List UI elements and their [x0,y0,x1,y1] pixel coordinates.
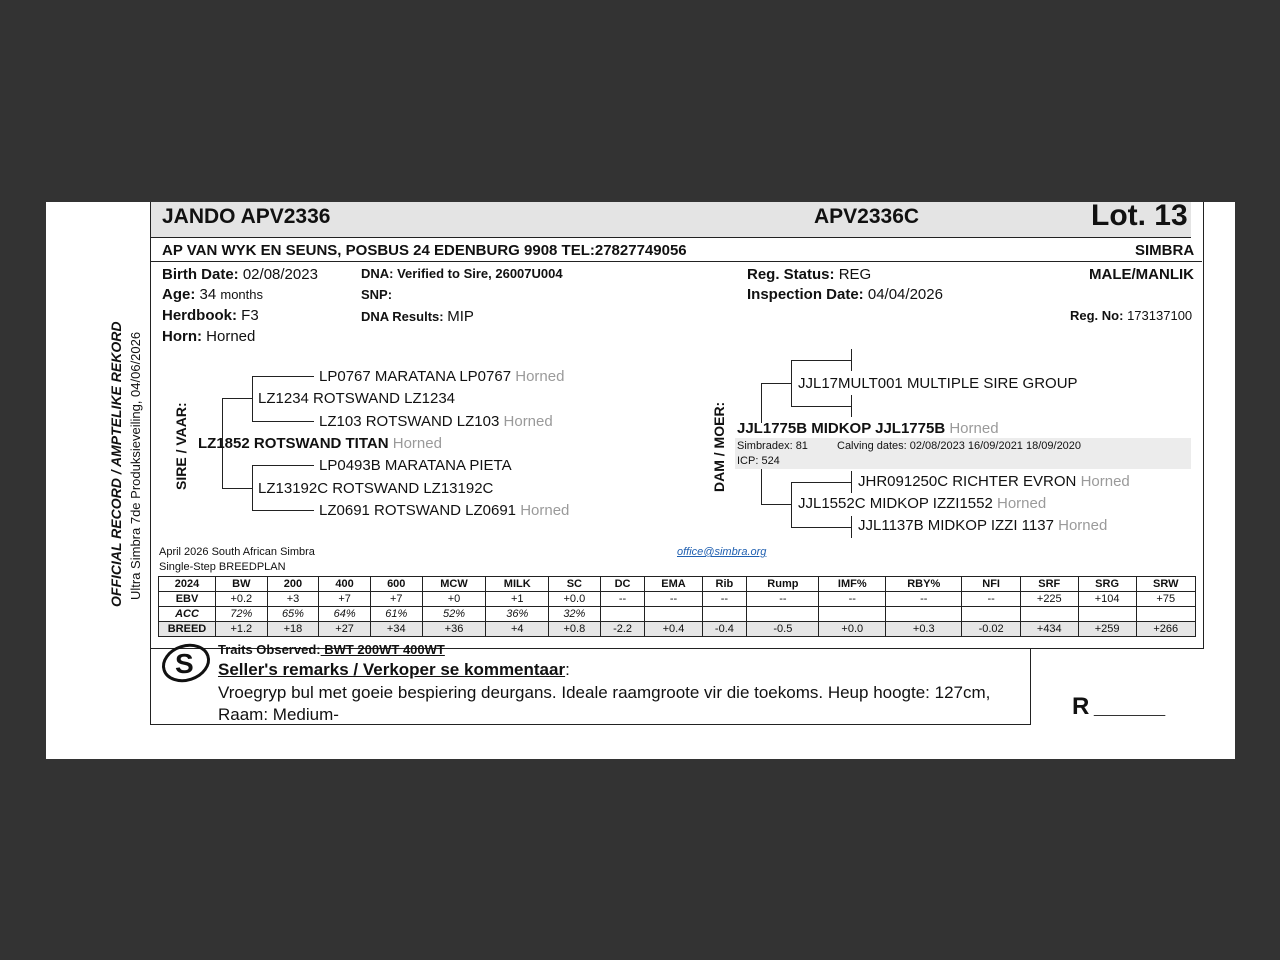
acc-cell [1136,607,1196,622]
price-symbol: R [1072,693,1090,720]
ebv-cell: -- [819,592,886,607]
breed-cell: -0.4 [702,622,747,637]
ebv-cell: +75 [1136,592,1196,607]
horn-status: Horn: Horned [162,328,256,345]
ebv-cell: +0.0 [549,592,601,607]
acc-cell: 52% [422,607,486,622]
ebv-cell: +7 [319,592,371,607]
dam-dam-sire: JHR091250C RICHTER EVRON Horned [858,473,1130,490]
dna-results: DNA Results: MIP [361,308,474,325]
breed-cell: -0.5 [747,622,819,637]
ebv-cell: +7 [370,592,422,607]
ebv-col: Rump [747,577,819,592]
sire-sire: LZ1234 ROTSWAND LZ1234 [258,390,456,407]
animal-name: JANDO APV2336 [162,205,331,228]
ebv-cell: +104 [1078,592,1136,607]
official-record-label: OFFICIAL RECORD / AMPTELIKE REKORD [108,321,124,607]
ebv-col: Rib [702,577,747,592]
dam-dam: JJL1552C MIDKOP IZZI1552 Horned [798,495,1047,512]
acc-cell [645,607,702,622]
reg-number: Reg. No: 173137100 [1070,308,1193,323]
acc-row-label: ACC [159,607,216,622]
sire-label: SIRE / VAAR: [173,402,189,490]
ebv-cell: -- [702,592,747,607]
breeder-info: AP VAN WYK EN SEUNS, POSBUS 24 EDENBURG 9908 TEL:27827749056 [162,242,687,259]
acc-cell [1020,607,1078,622]
ebv-cell: -- [962,592,1020,607]
icp: ICP: 524 [737,455,780,467]
acc-cell [962,607,1020,622]
snp-label: SNP: [361,287,393,302]
breed-row [159,622,1196,637]
calving-dates: Calving dates: 02/08/2023 16/09/2021 18/09/2020 [837,440,1082,452]
breed-cell: -2.2 [600,622,645,637]
breed-cell: +266 [1136,622,1196,637]
ebv-col: EMA [645,577,702,592]
ebv-cell: +1 [486,592,549,607]
ebv-col: NFI [962,577,1020,592]
ebv-cell: +225 [1020,592,1078,607]
breed-cell: +27 [319,622,371,637]
ebv-col: DC [600,577,645,592]
ebv-cell: -- [645,592,702,607]
dam-dam-dam: JJL1137B MIDKOP IZZI 1137 Horned [858,517,1108,534]
acc-cell [886,607,962,622]
email-link[interactable]: office@simbra.org [677,546,767,558]
acc-cell: 36% [486,607,549,622]
sire-dam: LZ13192C ROTSWAND LZ13192C [258,480,494,497]
acc-cell [702,607,747,622]
traits-observed: Traits Observed: BWT 200WT 400WT [218,642,445,657]
ebv-cell: +0.2 [216,592,268,607]
acc-cell: 72% [216,607,268,622]
breed-label: SIMBRA [1135,242,1195,259]
ebv-row-label: EBV [159,592,216,607]
ebv-col: RBY% [886,577,962,592]
acc-cell [1078,607,1136,622]
breed-cell: +1.2 [216,622,268,637]
ebv-col: SRG [1078,577,1136,592]
price-blank[interactable]: ________ [1094,700,1166,717]
reg-status: Reg. Status: REG [747,266,872,283]
acc-cell [747,607,819,622]
ebv-header-row [159,577,1196,592]
breed-cell: +4 [486,622,549,637]
sire-sire-sire: LP0767 MARATANA LP0767 Horned [319,368,565,385]
sire-dam-dam: LZ0691 ROTSWAND LZ0691 Horned [319,502,570,519]
acc-cell [600,607,645,622]
breed-cell: +18 [267,622,319,637]
breed-cell: -0.02 [962,622,1020,637]
breed-cell: +0.4 [645,622,702,637]
breed-cell: +259 [1078,622,1136,637]
ebv-col: SRF [1020,577,1078,592]
sex-label: MALE/MANLIK [1089,266,1194,283]
breed-row-label: BREED [159,622,216,637]
ebv-col: SC [549,577,601,592]
remarks-title: Seller's remarks / Verkoper se kommentaar: [218,660,570,679]
ebv-cell: -- [886,592,962,607]
acc-cell: 32% [549,607,601,622]
ebv-cell: -- [600,592,645,607]
sale-label: Ultra Simbra 7de Produksieveiling, 04/06/2026 [128,331,143,600]
acc-cell: 65% [267,607,319,622]
simbradex: Simbradex: 81 [737,440,808,452]
breed-cell: +0.8 [549,622,601,637]
acc-row [159,607,1196,622]
ebv-col: 200 [267,577,319,592]
breed-cell: +34 [370,622,422,637]
sire-sire-dam: LZ103 ROTSWAND LZ103 Horned [319,413,553,430]
age: Age: 34 months [162,286,264,303]
dam: JJL1775B MIDKOP JJL1775B Horned [737,420,999,437]
dna-verification: DNA: Verified to Sire, 26007U004 [361,266,563,281]
breed-cell: +434 [1020,622,1078,637]
simbra-s-logo-icon [160,642,212,684]
ebv-col: SRW [1136,577,1196,592]
ebv-row [159,592,1196,607]
dam-label: DAM / MOER: [711,401,727,492]
ebv-col: 400 [319,577,371,592]
acc-cell: 61% [370,607,422,622]
ebv-year: 2024 [159,577,216,592]
ebv-method: Single-Step BREEDPLAN [159,561,286,573]
remarks-line-2: Raam: Medium- [218,705,339,724]
inspection-date: Inspection Date: 04/04/2026 [747,286,943,303]
ebv-col: MCW [422,577,486,592]
breed-cell: +36 [422,622,486,637]
ebv-col: 600 [370,577,422,592]
sire-dam-sire: LP0493B MARATANA PIETA [319,457,512,474]
ebv-cell: -- [747,592,819,607]
breed-cell: +0.0 [819,622,886,637]
ebv-col: BW [216,577,268,592]
sire: LZ1852 ROTSWAND TITAN Horned [198,435,442,452]
breed-cell: +0.3 [886,622,962,637]
remarks-line-1: Vroegryp bul met goeie bespiering deurgans. Ideale raamgroote vir die toekoms. Heup hoogte: 127cm, [218,683,991,702]
lot-number: Lot. 13 [1091,199,1188,232]
acc-cell: 64% [319,607,371,622]
catalogue-card [46,199,1235,759]
ebv-col: MILK [486,577,549,592]
herdbook: Herdbook: F3 [162,307,259,324]
ebv-col: IMF% [819,577,886,592]
animal-id: APV2336C [814,205,920,228]
ebv-cell: +0 [422,592,486,607]
birth-date: Birth Date: 02/08/2023 [162,266,318,283]
ebv-cell: +3 [267,592,319,607]
dam-sire: JJL17MULT001 MULTIPLE SIRE GROUP [798,375,1078,392]
ebv-table [158,576,1196,637]
logo-letter: S [175,648,194,679]
acc-cell [819,607,886,622]
ebv-source: April 2026 South African Simbra [159,546,315,558]
